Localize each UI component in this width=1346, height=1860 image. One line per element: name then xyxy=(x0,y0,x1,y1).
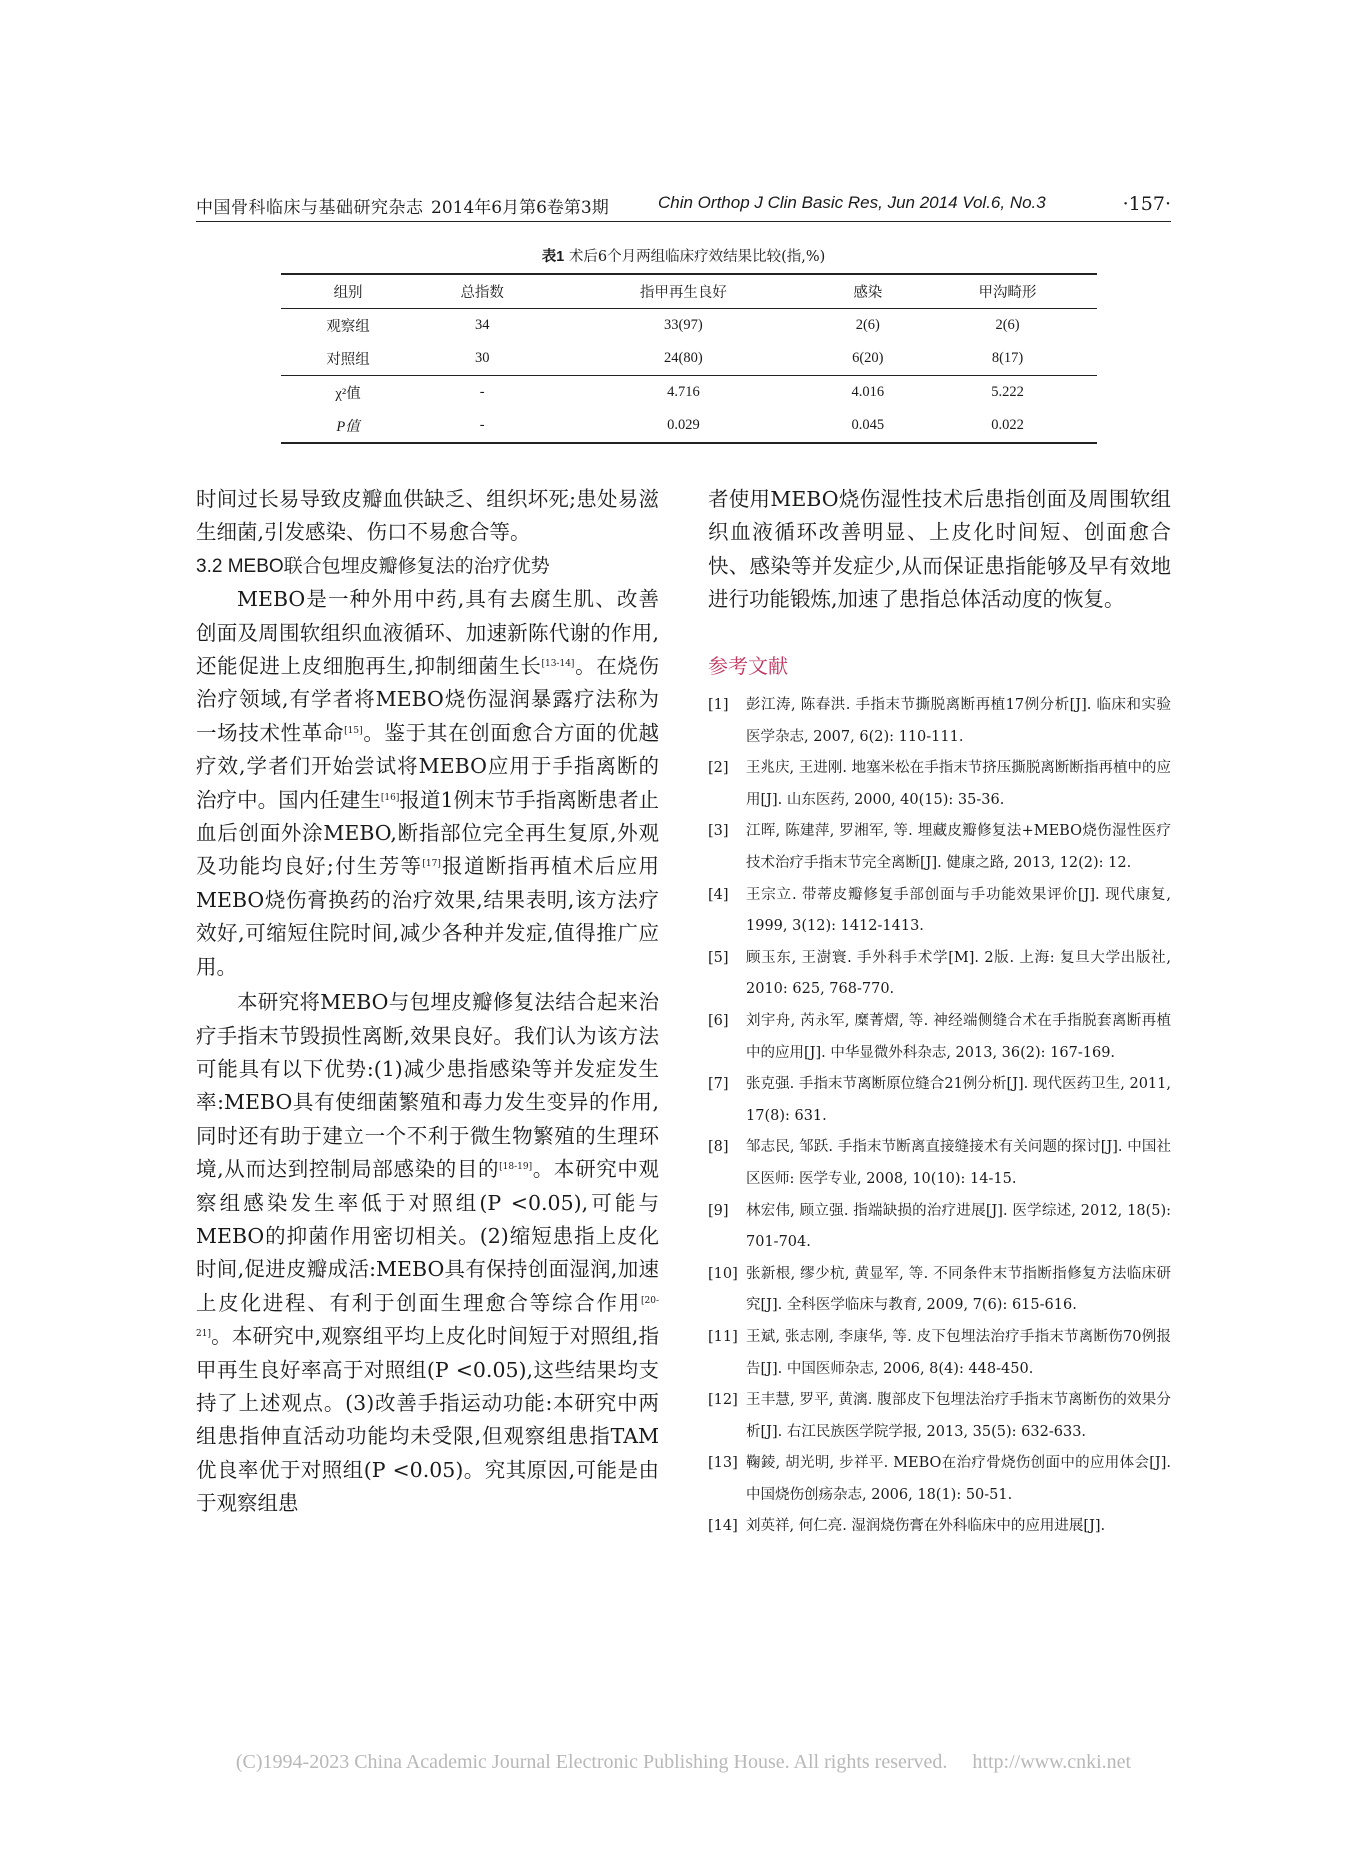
reference-text: 彭江涛, 陈春洪. 手指末节撕脱离断再植17例分析[J]. 临床和实验医学杂志, 2007, 6(2): 110-111. xyxy=(746,697,1171,745)
reference-number: [14] xyxy=(708,1518,738,1535)
table-header-cell: 组别 xyxy=(333,285,363,301)
reference-text: 江晖, 陈建萍, 罗湘军, 等. 埋藏皮瓣修复法+MEBO烧伤湿性医疗技术治疗手指末节完全离断[J]. 健康之路, 2013, 12(2): 12. xyxy=(746,823,1171,871)
reference-item xyxy=(708,690,1171,753)
table-caption xyxy=(196,245,1171,266)
table-cell: 0.022 xyxy=(991,417,1024,433)
issue-info-cn: 2014年6月第6卷第3期 xyxy=(431,198,609,218)
table-cell: 4.716 xyxy=(667,384,700,400)
reference-item xyxy=(708,943,1171,1006)
table-header-cell: 指甲再生良好 xyxy=(639,285,727,301)
table-row xyxy=(281,376,1097,410)
table-header-cell: 总指数 xyxy=(460,285,504,301)
reference-text: 张新根, 缪少杭, 黄显军, 等. 不同条件末节指断指修复方法临床研究[J]. 全科医学临床与教育, 2009, 7(6): 615-616. xyxy=(746,1265,1171,1314)
table-cell: 2(6) xyxy=(855,317,880,333)
table-cell: 0.045 xyxy=(851,417,885,433)
paragraph xyxy=(196,583,659,984)
references-heading: 参考文献 xyxy=(708,655,788,678)
reference-item xyxy=(708,1132,1171,1195)
paragraph-text: MEBO是一种外用中药,具有去腐生肌、改善创面及周围软组织血液循环、加速新陈代谢的作用,还能促进上皮细胞再生,抑制细菌生长 xyxy=(196,587,659,679)
footer-url[interactable]: http://www.cnki.net xyxy=(972,1751,1132,1773)
reference-item xyxy=(708,753,1171,816)
reference-number: [9] xyxy=(708,1202,729,1219)
paragraph: 者使用MEBO烧伤湿性技术后患指创面及周围软组织血液循环改善明显、上皮化时间短、创面愈合快、感染等并发症少,从而保证患指能够及早有效地进行功能锻炼,加速了患指总体活动度的恢复。 xyxy=(708,487,1171,612)
citation[interactable]: [17] xyxy=(422,859,441,870)
reference-item xyxy=(708,1259,1171,1322)
table-cell: 0.029 xyxy=(667,417,700,433)
table-cell: 对照组 xyxy=(326,352,370,368)
table-cell: 30 xyxy=(474,350,490,366)
table-cell: 34 xyxy=(474,317,490,333)
citation[interactable]: [13-14] xyxy=(541,659,575,670)
paragraph-text: 。鉴于其在创面愈合方面的优越疗效,学者们开始尝试将MEBO应用于手指离断的治疗中。国内任建生 xyxy=(196,720,659,812)
table-cell: - xyxy=(479,384,485,400)
reference-item xyxy=(708,816,1171,879)
reference-text: 刘英祥, 何仁亮. 湿润烧伤膏在外科临床中的应用进展[J]. xyxy=(746,1518,1106,1535)
table-cell: 观察组 xyxy=(326,319,370,335)
table-header-cell: 感染 xyxy=(853,285,883,301)
reference-item xyxy=(708,1006,1171,1069)
reference-text: 刘宇舟, 芮永军, 糜菁熠, 等. 神经端侧缝合术在手指脱套离断再植中的应用[J]. 中华显微外科杂志, 2013, 36(2): 167-169. xyxy=(746,1012,1171,1061)
section-heading: 3.2 MEBO联合包埋皮瓣修复法的治疗优势 xyxy=(196,555,550,577)
right-column xyxy=(708,483,1171,1543)
reference-number: [7] xyxy=(708,1076,729,1093)
reference-number: [10] xyxy=(708,1265,738,1282)
reference-item xyxy=(708,1196,1171,1259)
table-header-cell: 甲沟畸形 xyxy=(978,285,1037,301)
paragraph: 时间过长易导致皮瓣血供缺乏、组织坏死;患处易滋生细菌,引发感染、伤口不易愈合等。 xyxy=(196,487,659,545)
reference-item xyxy=(708,1069,1171,1132)
table-cell: 2(6) xyxy=(995,317,1020,333)
reference-number: [8] xyxy=(708,1139,729,1156)
paragraph-text: 报道断指再植术后应用MEBO烧伤膏换药的治疗效果,结果表明,该方法疗效好,可缩短住院时间,减少各种并发症,值得推广应用。 xyxy=(196,854,660,979)
table-row xyxy=(281,409,1097,443)
reference-text: 林宏伟, 顾立强. 指端缺损的治疗进展[J]. 医学综述, 2012, 18(5): 701-704. xyxy=(746,1202,1171,1251)
reference-text: 张克强. 手指末节离断原位缝合21例分析[J]. 现代医药卫生, 2011, 17(8): 631. xyxy=(746,1076,1171,1124)
table-caption-text: 术后6个月两组临床疗效结果比较(指,%) xyxy=(568,249,826,265)
table-header-row xyxy=(281,274,1097,309)
citation[interactable]: [15] xyxy=(344,725,363,736)
copyright-text: (C)1994-2023 China Academic Journal Electronic Publishing House. All rights reserved. xyxy=(235,1751,948,1773)
reference-item xyxy=(708,1448,1171,1511)
paragraph-text: 。本研究中,观察组平均上皮化时间短于对照组,指甲再生良好率高于对照组(P <0.05),这些结果均支持了上述观点。(3)改善手指运动功能:本研究中两组患指伸直活动功能均未受限,但观察组患指TAM优良率优于对照组(P <0.05)。究其原因,可能是由于观察组患 xyxy=(196,1324,659,1516)
table-cell: 8(17) xyxy=(991,350,1024,366)
paragraph-text: 。在烧伤治疗领域,有学者将MEBO烧伤湿润暴露疗法称为一场技术性革命 xyxy=(196,654,660,745)
reference-item xyxy=(708,1511,1171,1543)
table-cell: 6(20) xyxy=(852,350,884,366)
table-label: 表1 xyxy=(541,249,565,265)
citation[interactable]: [20-21] xyxy=(196,1295,659,1340)
table-cell: P值 xyxy=(336,419,360,435)
reference-number: [5] xyxy=(708,949,729,966)
reference-text: 邹志民, 邹跃. 手指末节断离直接缝接术有关问题的探讨[J]. 中国社区医师: 医学专业, 2008, 10(10): 14-15. xyxy=(746,1139,1171,1187)
citation[interactable]: [18-19] xyxy=(499,1162,533,1173)
reference-item xyxy=(708,1385,1171,1448)
table-cell: - xyxy=(479,417,485,433)
running-header xyxy=(196,193,1171,222)
citation[interactable]: [16] xyxy=(380,792,400,803)
paragraph xyxy=(196,986,659,1521)
reference-number: [4] xyxy=(708,886,729,903)
paragraph-text: 报道1例末节手指离断患者止血后创面外涂MEBO,断指部位完全再生复原,外观及功能均良好;付生芳等 xyxy=(196,787,660,879)
paragraph-text: 本研究将MEBO与包埋皮瓣修复法结合起来治疗手指末节毁损性离断,效果良好。我们认为该方法可能具有以下优势:(1)减少患指感染等并发症发生率:MEBO具有使细菌繁殖和毒力发生变异的作用,同时还有助于建立一个不利于微生物繁殖的生理环境,从而达到控制局部感染的目的 xyxy=(196,990,659,1182)
results-table xyxy=(281,273,1097,444)
reference-number: [13] xyxy=(708,1455,738,1472)
table-cell: 33(97) xyxy=(664,317,703,333)
reference-text: 王斌, 张志刚, 李康华, 等. 皮下包埋法治疗手指末节离断伤70例报告[J]. 中国医师杂志, 2006, 8(4): 448-450. xyxy=(746,1328,1171,1377)
copyright-footer xyxy=(196,1751,1171,1774)
paragraph-text: 。本研究中观察组感染发生率低于对照组(P <0.05),可能与MEBO的抑菌作用密切相关。(2)缩短患指上皮化时间,促进皮瓣成活:MEBO具有保持创面湿润,加速上皮化进程、有利于创面生理愈合等综合作用 xyxy=(196,1157,660,1315)
left-column xyxy=(196,483,659,1521)
reference-number: [1] xyxy=(708,697,729,714)
reference-text: 顾玉东, 王澍寰. 手外科手术学[M]. 2版. 上海: 复旦大学出版社, 2010: 625, 768-770. xyxy=(746,949,1171,998)
reference-item xyxy=(708,1322,1171,1385)
reference-text: 王兆庆, 王进刚. 地塞米松在手指末节挤压撕脱离断断指再植中的应用[J]. 山东医药, 2000, 40(15): 35-36. xyxy=(746,760,1171,808)
reference-text: 王宗立. 带蒂皮瓣修复手部创面与手功能效果评价[J]. 现代康复, 1999, 3(12): 1412-1413. xyxy=(746,886,1171,935)
reference-number: [11] xyxy=(708,1328,738,1345)
table-row xyxy=(281,342,1097,376)
journal-title-en: Chin Orthop J Clin Basic Res, Jun 2014 Vol.6, No.3 xyxy=(658,193,1046,212)
reference-number: [3] xyxy=(708,823,729,840)
reference-text: 王丰慧, 罗平, 黄漓. 腹部皮下包埋法治疗手指末节离断伤的效果分析[J]. 右江民族医学院学报, 2013, 35(5): 632-633. xyxy=(746,1392,1171,1440)
table-row xyxy=(281,309,1097,343)
table-cell: 4.016 xyxy=(851,384,885,400)
table-cell: 5.222 xyxy=(991,384,1024,400)
reference-number: [2] xyxy=(708,760,729,777)
page-number: ·157· xyxy=(1122,193,1171,215)
table-cell: 24(80) xyxy=(664,350,703,366)
reference-number: [6] xyxy=(708,1012,729,1029)
reference-list xyxy=(708,690,1171,1543)
reference-number: [12] xyxy=(708,1392,738,1409)
journal-title-cn: 中国骨科临床与基础研究杂志 xyxy=(196,198,424,218)
table-cell: χ²值 xyxy=(335,386,361,402)
reference-text: 鞠錂, 胡光明, 步祥平. MEBO在治疗骨烧伤创面中的应用体会[J]. 中国烧伤创疡杂志, 2006, 18(1): 50-51. xyxy=(746,1455,1171,1503)
reference-item xyxy=(708,880,1171,943)
